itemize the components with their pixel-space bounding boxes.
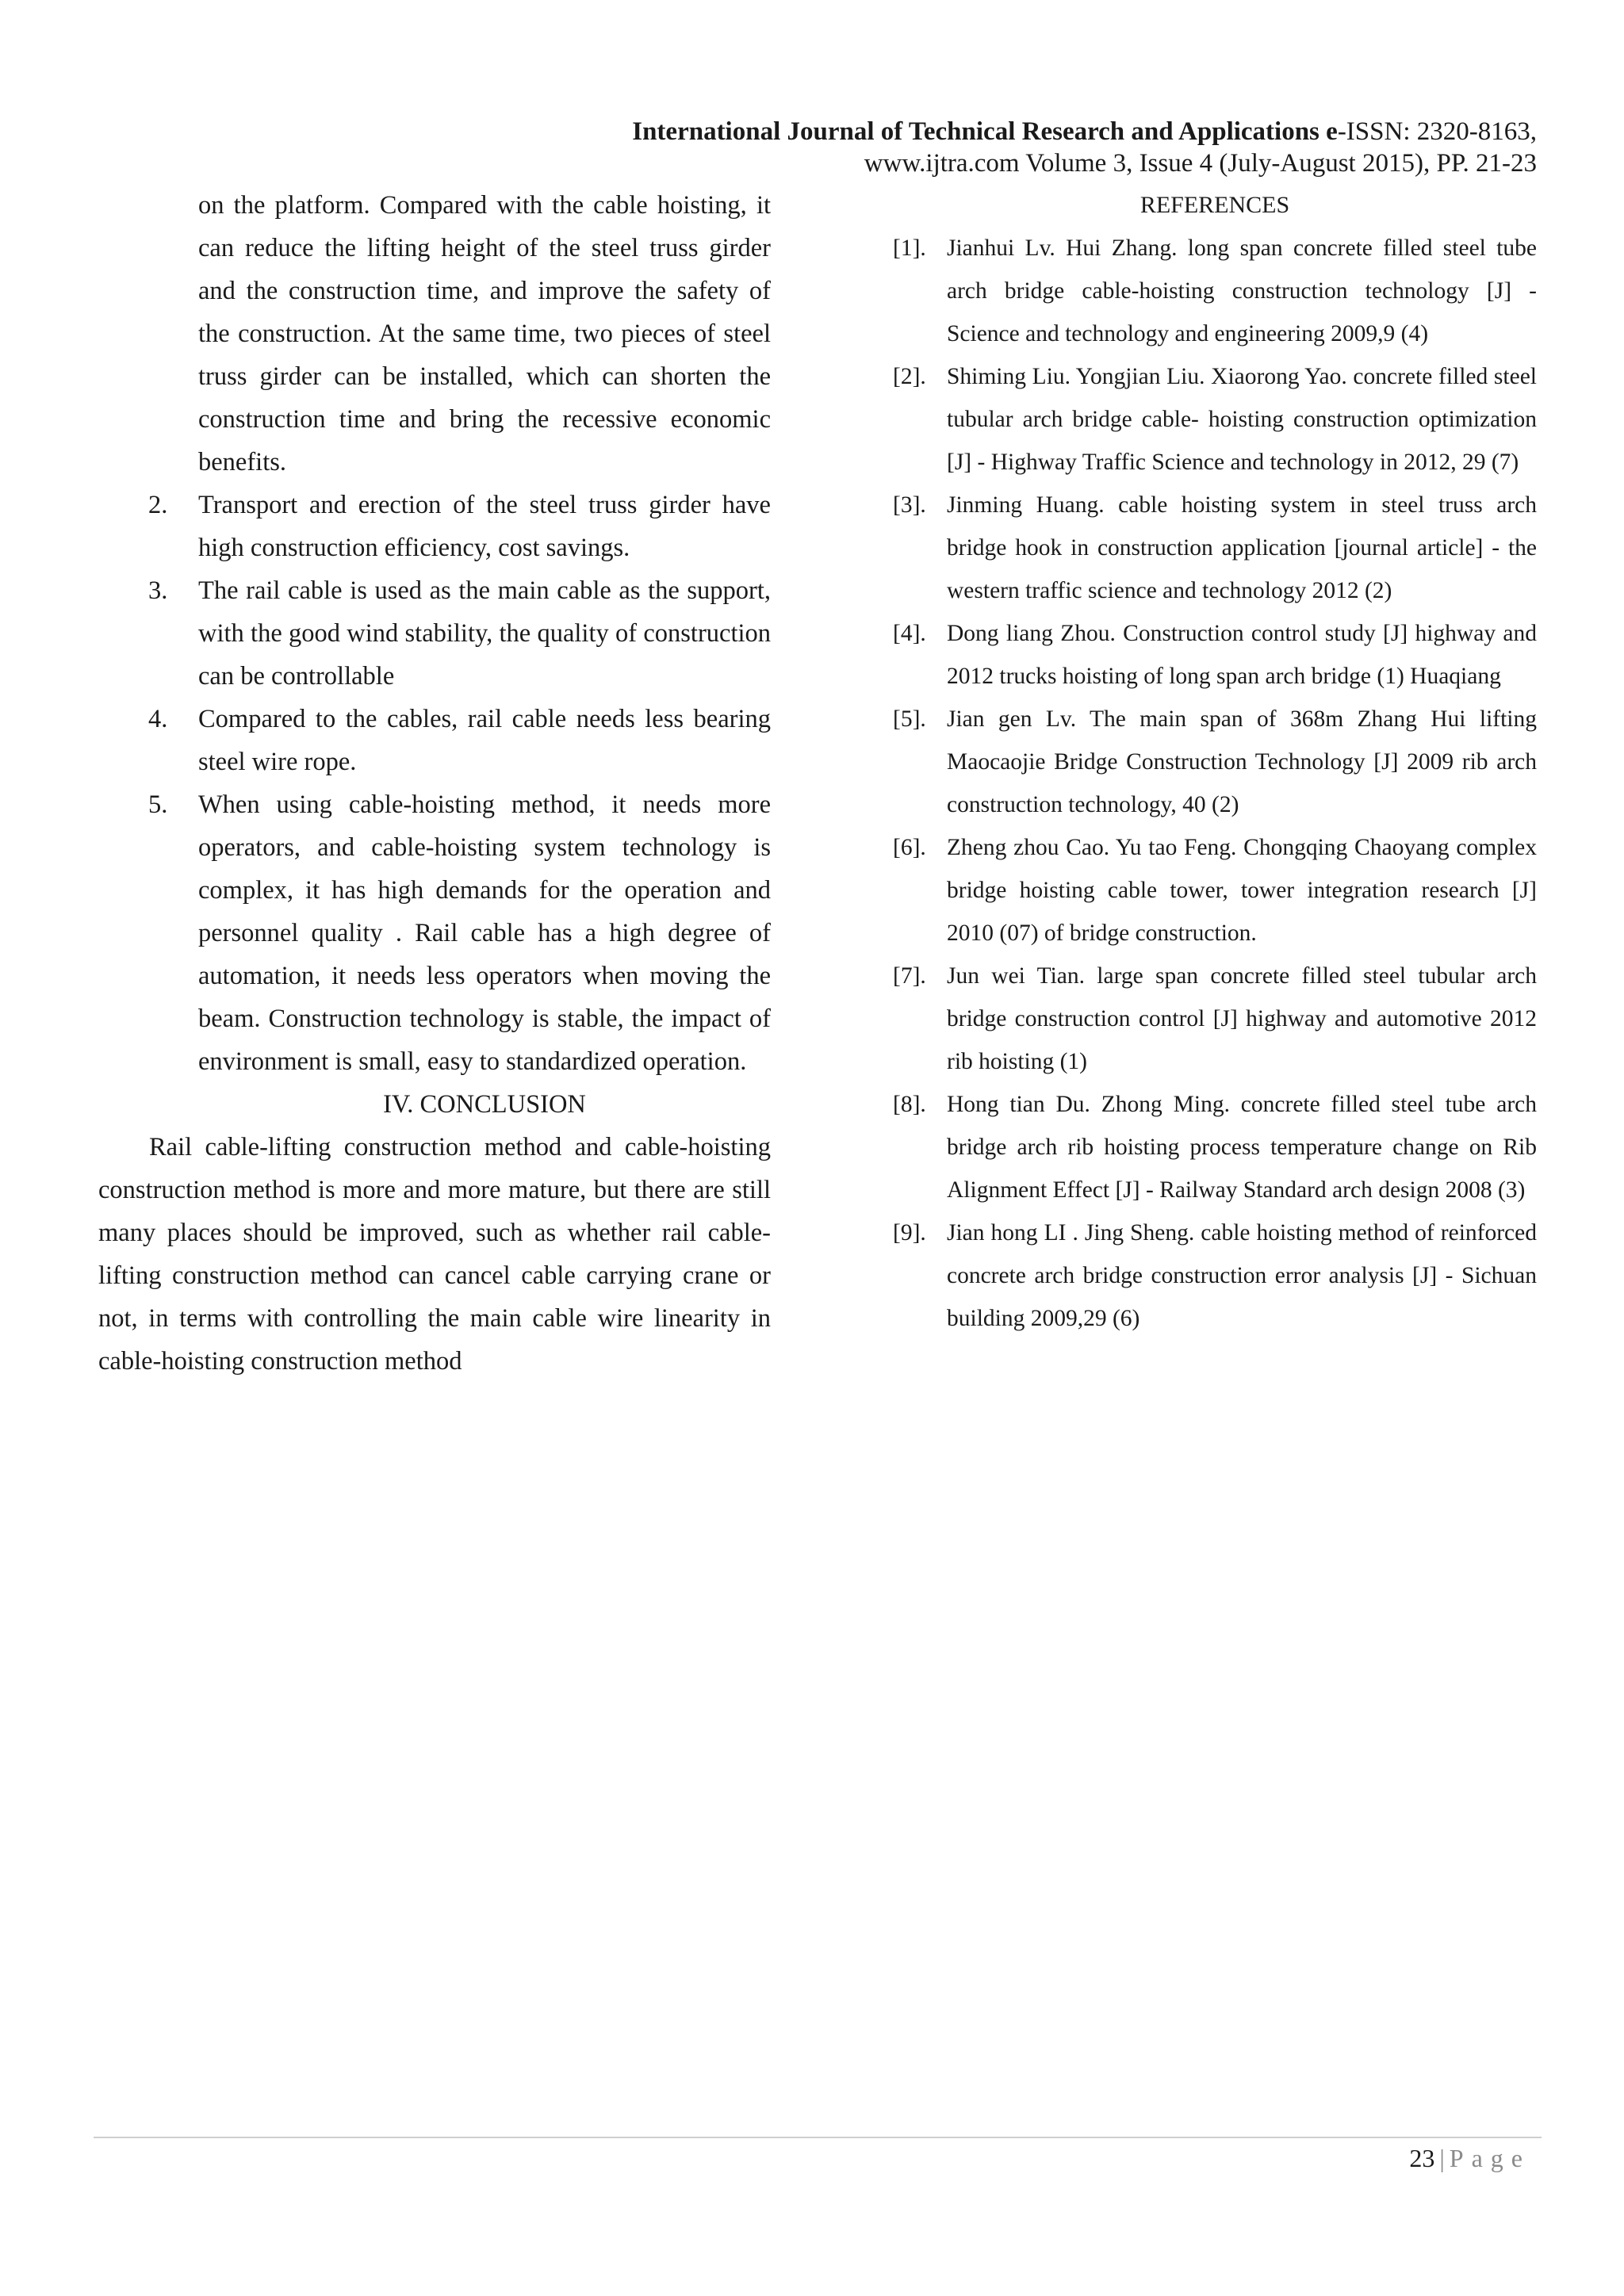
list-item	[98, 698, 771, 783]
reference-item	[893, 1211, 1537, 1340]
reference-text: Jian hong LI . Jing Sheng. cable hoisting method of reinforced concrete arch bridge construction error analysis [J] - Sichuan building 2009,29 (6)	[947, 1220, 1537, 1331]
reference-text: Dong liang Zhou. Construction control study [J] highway and 2012 trucks hoisting of long span arch bridge (1) Huaqiang	[947, 621, 1537, 689]
reference-number: [8].	[893, 1092, 926, 1117]
reference-item	[893, 355, 1537, 484]
footer-separator: |	[1439, 2144, 1445, 2172]
reference-number: [2].	[893, 364, 926, 389]
reference-text: Jianhui Lv. Hui Zhang. long span concrete filled steel tube arch bridge cable-hoisting construction technology [J] - Science and technology and engineering 2009,9 (4)	[947, 235, 1537, 346]
journal-line	[632, 116, 1537, 147]
section-title: IV. CONCLUSION	[383, 1090, 586, 1119]
page-number: 23	[1409, 2144, 1435, 2172]
reference-item	[893, 1083, 1537, 1211]
references-column	[893, 184, 1537, 1340]
reference-number: [9].	[893, 1220, 926, 1246]
conclusion-paragraph	[98, 1126, 771, 1383]
reference-number: [6].	[893, 835, 926, 860]
left-column	[98, 184, 771, 1383]
page-header	[632, 116, 1537, 179]
page-label: Page	[1449, 2144, 1530, 2172]
references-title: REFERENCES	[1139, 192, 1290, 218]
reference-item	[893, 612, 1537, 698]
reference-text: Jian gen Lv. The main span of 368m Zhang Hui lifting Maocaojie Bridge Construction Technology [J] 2009 rib arch construction technology, 40 (2)	[947, 706, 1537, 817]
issue-line: www.ijtra.com Volume 3, Issue 4 (July-August 2015), PP. 21-23	[864, 149, 1537, 178]
list-item-text: Compared to the cables, rail cable needs less bearing steel wire rope.	[198, 705, 771, 776]
list-item-number: 2.	[148, 491, 168, 519]
list-item-number: 3.	[148, 576, 168, 605]
reference-text: Jun wei Tian. large span concrete filled steel tubular arch bridge construction control [J] highway and automotive 2012 rib hoisting (1)	[947, 963, 1537, 1074]
list-item-text: When using cable-hoisting method, it needs more operators, and cable-hoisting system technology is complex, it has high demands for the operation and personnel quality . Rail cable has a high degree of automation, it needs less operators when moving the beam. Construction technology is stable, the impact of environment is small, easy to standardized operation.	[198, 790, 771, 1076]
reference-item	[893, 484, 1537, 612]
list-item-number: 5.	[148, 790, 168, 819]
page-footer	[1409, 2144, 1530, 2173]
list-item	[98, 184, 771, 484]
reference-number: [5].	[893, 706, 926, 732]
reference-number: [1].	[893, 235, 926, 261]
list-item-text: on the platform. Compared with the cable hoisting, it can reduce the lifting height of the steel truss girder and the construction time, and improve the safety of the construction. At the same time, two pieces of steel truss girder can be installed, which can shorten the construction time and bring the recessive economic benefits.	[198, 191, 771, 476]
list-item-text: The rail cable is used as the main cable as the support, with the good wind stability, the quality of construction can be controllable	[198, 576, 771, 691]
conclusion-text: Rail cable-lifting construction method and cable-hoisting construction method is more and more mature, but there are still many places should be improved, such as whether rail cable-lifting construction method can cancel cable carrying crane or not, in terms with controlling the main cable wire linearity in cable-hoisting construction method	[98, 1133, 771, 1376]
list-item	[98, 783, 771, 1083]
list-item-number: 4.	[148, 705, 168, 733]
reference-text: Shiming Liu. Yongjian Liu. Xiaorong Yao. concrete filled steel tubular arch bridge cable- hoisting construction optimization [J] - Highway Traffic Science and technology in 2012, 29 (7)	[947, 364, 1537, 475]
list-item-text: Transport and erection of the steel truss girder have high construction efficiency, cost savings.	[198, 491, 771, 562]
reference-number: [3].	[893, 492, 926, 518]
footer-divider	[94, 2137, 1542, 2138]
reference-number: [4].	[893, 621, 926, 646]
reference-item	[893, 955, 1537, 1083]
reference-number: [7].	[893, 963, 926, 989]
reference-text: Jinming Huang. cable hoisting system in steel truss arch bridge hook in construction application [journal article] - the western traffic science and technology 2012 (2)	[947, 492, 1537, 603]
reference-item	[893, 826, 1537, 955]
issn: -ISSN: 2320-8163,	[1337, 117, 1537, 146]
reference-text: Zheng zhou Cao. Yu tao Feng. Chongqing Chaoyang complex bridge hoisting cable tower, tower integration research [J] 2010 (07) of bridge construction.	[947, 835, 1537, 946]
list-item	[98, 484, 771, 569]
journal-title: International Journal of Technical Research and Applications e	[632, 117, 1338, 146]
reference-item	[893, 227, 1537, 355]
list-item	[98, 569, 771, 698]
reference-item	[893, 698, 1537, 826]
reference-text: Hong tian Du. Zhong Ming. concrete filled steel tube arch bridge arch rib hoisting process temperature change on Rib Alignment Effect [J] - Railway Standard arch design 2008 (3)	[947, 1092, 1537, 1203]
